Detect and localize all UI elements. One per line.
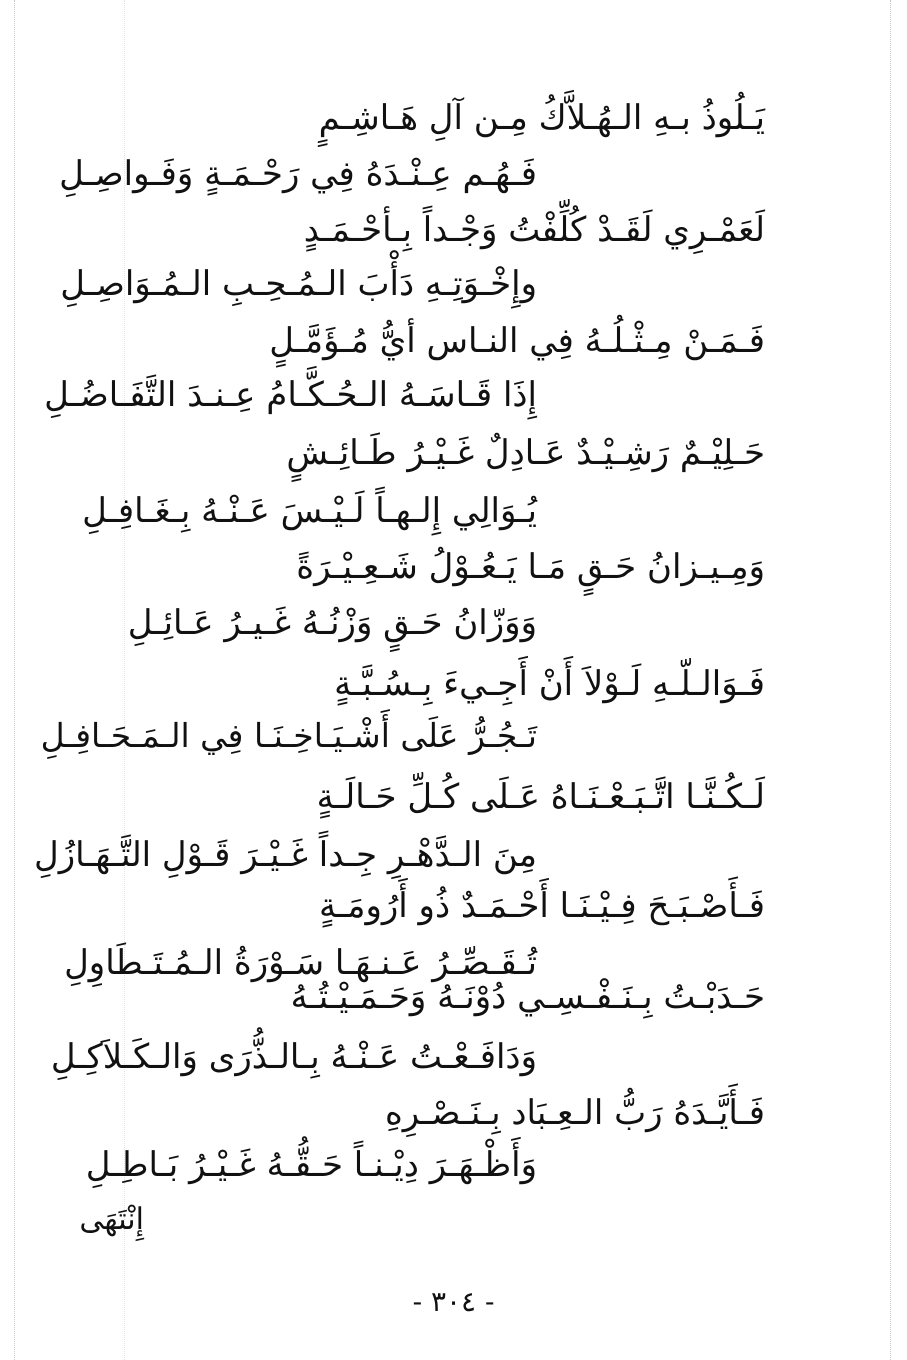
poem-line: حَـلِيْـمٌ رَشِـيْـدٌ عَـادِلٌ غَـيْـرُ طَـائِـشٍ <box>286 433 765 473</box>
poem-line: فَـأَيَّـدَهُ رَبُّ الـعِـبَاد بِـنَـصْـرِهِ <box>384 1093 765 1133</box>
poem-line: تَـجُـرُّ عَلَى أَشْـيَـاخِـنَـا فِي الـمَـحَـافِـلِ <box>40 716 537 755</box>
poem-line: لَعَمْـرِي لَقَـدْ كُلِّفْتُ وَجْـداً بِـأحْـمَـدٍ <box>303 210 765 250</box>
poem-line: يَـلُوذُ بـهِ الـهُـلاَّكُ مِـن آلِ هَـاشِـمٍ <box>318 98 765 138</box>
poem-line: تُـقَـصِّـرُ عَـنـهَـا سَـوْرَةُ الـمُـتَـطَاوِلِ <box>64 943 537 983</box>
poem-line: إِذَا قَـاسَـهُ الـحُـكَّـامُ عِـنـدَ التَّفَـاضُـلِ <box>44 375 537 415</box>
poem-line: فَـأَصْـبَـحَ فِـيْـنَـا أَحْـمَـدٌ ذُو أَرُومَـةٍ <box>319 886 765 926</box>
poem-line: فَـمَـنْ مِـثْـلُـهُ فِي النـاس أيُّ مُـؤَمَّـلٍ <box>269 321 765 361</box>
scan-dotted-line <box>890 0 891 1360</box>
poem-line: وَوَزّانُ حَـقٍ وَزْنُـهُ غَـيـرُ عَـائِـلِ <box>127 603 537 643</box>
scan-dotted-line <box>14 0 15 1360</box>
poem-line: حَـدَبْـتُ بِـنَـفْـسِـي دُوْنَـهُ وَحَـمَـيْـتُـهُ <box>290 977 765 1017</box>
ending-word: إِنْتَهَى <box>79 1202 144 1237</box>
poem-line: وَأَظْـهَـرَ دِيْـنـاً حَـقُّـهُ غَـيْـرُ بَـاطِـلِ <box>85 1145 537 1185</box>
poem-line: لَـكُـنَّـا اتَّـبَـعْـنَـاهُ عَـلَى كُـلِّ حَـالَـةٍ <box>316 777 765 817</box>
poem-line: فَـهُـم عِـنْـدَهُ فِي رَحْـمَـةٍ وَفَـواصِـلِ <box>59 154 537 194</box>
poem-line: فَـوَالـلّـهِ لَـوْلاَ أَنْ أَجِـيءَ بِـسُـبَّـةٍ <box>334 664 765 704</box>
poem-line: يُـوَالِي إِلـهـاً لَـيْـسَ عَـنْـهُ بِـغَـافِـلِ <box>82 491 537 531</box>
page-number: - ٣٠٤ - <box>412 1285 495 1318</box>
poem-line: مِنَ الـدَّهْـرِ جِـداً غَـيْـرَ قَـوْلِ التَّـهَـازُلِ <box>33 835 537 875</box>
poem-line: وَدَافَـعْـتُ عَـنْـهُ بِـالـذُّرَى وَالـكَـلاَكِـلِ <box>50 1037 537 1077</box>
poem-line: وإِخْـوَتِـهِ دَأْبَ الـمُـحِـبِ الـمُـوَاصِـلِ <box>60 264 537 304</box>
poem-line: وَمِـيـزانُ حَـقٍ مَـا يَـعُـوْلُ شَـعِـيْـرَةً <box>296 547 765 587</box>
